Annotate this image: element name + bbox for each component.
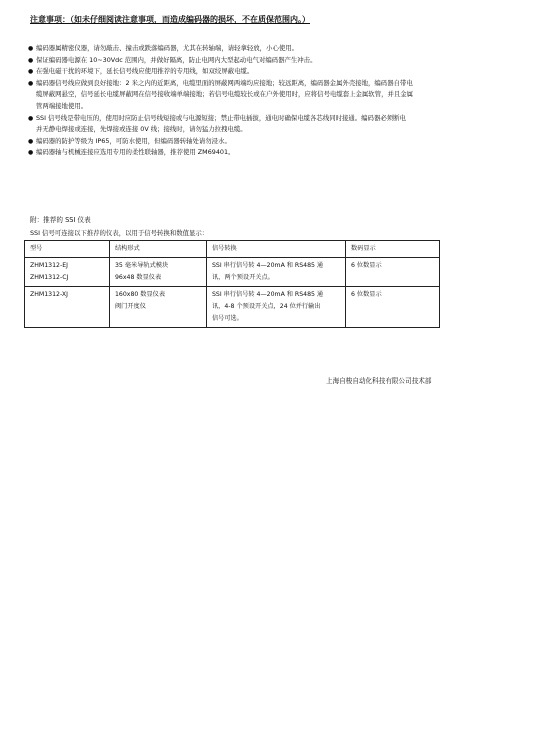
notice-header (30, 14, 510, 26)
note-item (28, 113, 518, 136)
bullet-icon: ● (28, 79, 34, 87)
note-item (28, 147, 518, 159)
cell-display: 6 位数显示 (346, 258, 440, 287)
table-header-row (25, 241, 440, 258)
note-line: 在强电磁干扰的环境下，延长信号线应使用推荐的专用线，如双绞屏蔽电缆。 (36, 67, 254, 76)
header-signal: 信号转换 (207, 241, 346, 258)
bullet-icon: ● (28, 68, 34, 76)
cell-model: ZHM1312-EJ ZHM1312-CJ (25, 258, 110, 287)
header-structure: 结构形式 (110, 241, 207, 258)
notes-list (28, 43, 518, 159)
note-line: 编码器信号线应做到良好接地：2 米之内的近距离，电缆里面的屏蔽网两端均应接地；较远距离，编码器金属外壳接地，编码器自带电 (36, 78, 413, 87)
cell-display: 6 位数显示 (346, 287, 440, 328)
note-line: 编码器的防护等级为 IP65，可防水使用，但编码器转轴处请勿浸水。 (36, 136, 231, 145)
header-model: 型号 (25, 241, 110, 258)
note-item (28, 43, 518, 55)
table-row (25, 287, 440, 328)
cell-model: ZHM1312-XJ (25, 287, 110, 328)
note-line: 缆屏蔽网悬空，信号延长电缆屏蔽网在信号接收端单端接地；若信号电缆较长或在户外使用时，应将信号电缆套上金属软管，并且金属 (36, 90, 414, 99)
note-item (28, 78, 518, 113)
notice-label: 注意事项： (30, 15, 70, 24)
note-item (28, 66, 518, 78)
cell-structure: 35 毫米导轨式模块 96x48 数显仪表 (110, 258, 207, 287)
note-item (28, 55, 518, 67)
note-line: 保证编码器电源在 10~30Vdc 范围内，并做好隔离，防止电网内大型起动电气对编码器产生冲击。 (36, 55, 317, 64)
note-line: 编码器轴与机械连接应选用专用的柔性联轴器，推荐使用 ZM69401。 (36, 148, 235, 157)
bullet-icon: ● (28, 45, 34, 52)
note-line: SSI 信号线是带电压的，使用时应防止信号线短接或与电源短接；禁止带电插拔，通电时确保电缆各芯线同时接通。编码器必须断电 (36, 113, 406, 122)
instrument-table (24, 240, 440, 328)
cell-signal: SSI 串行信号转 4—20mA 和 RS485 通 讯，两个预设开关点。 (207, 258, 346, 287)
bullet-icon: ● (28, 114, 34, 122)
bullet-icon: ● (28, 137, 34, 145)
note-line: 编码器属精密仪器，请勿敲击、撞击或跌落编码器，尤其在转轴端，请轻拿轻放，小心使用。 (36, 44, 299, 52)
company-signature: 上海自梭自动化科技有限公司技术部 (326, 377, 432, 385)
header-display: 数码显示 (346, 241, 440, 258)
table-intro: SSI 信号可连接以下推荐的仪表，以用于信号转换和数值显示： (30, 229, 209, 237)
note-line: 管两端接地使用。 (36, 101, 88, 110)
bullet-icon: ● (28, 149, 34, 157)
note-item (28, 136, 518, 148)
appendix-title: 附：推荐的 SSI 仪表 (30, 216, 91, 224)
cell-structure: 160x80 数显仪表 阀门开度仪 (110, 287, 207, 328)
cell-signal: SSI 串行信号转 4—20mA 和 RS485 通 讯，4-8 个预设开关点，24 位并行输出 信号可选。 (207, 287, 346, 328)
table-row (25, 258, 440, 287)
note-line: 并无静电焊接或连接，先焊接或连接 0V 线；接线时，请勿猛力拉拽电缆。 (36, 125, 247, 134)
notice-warning: （如未仔细阅读注意事项，而造成编码器的损坏，不在质保范围内。） (70, 15, 310, 24)
bullet-icon: ● (28, 56, 34, 64)
